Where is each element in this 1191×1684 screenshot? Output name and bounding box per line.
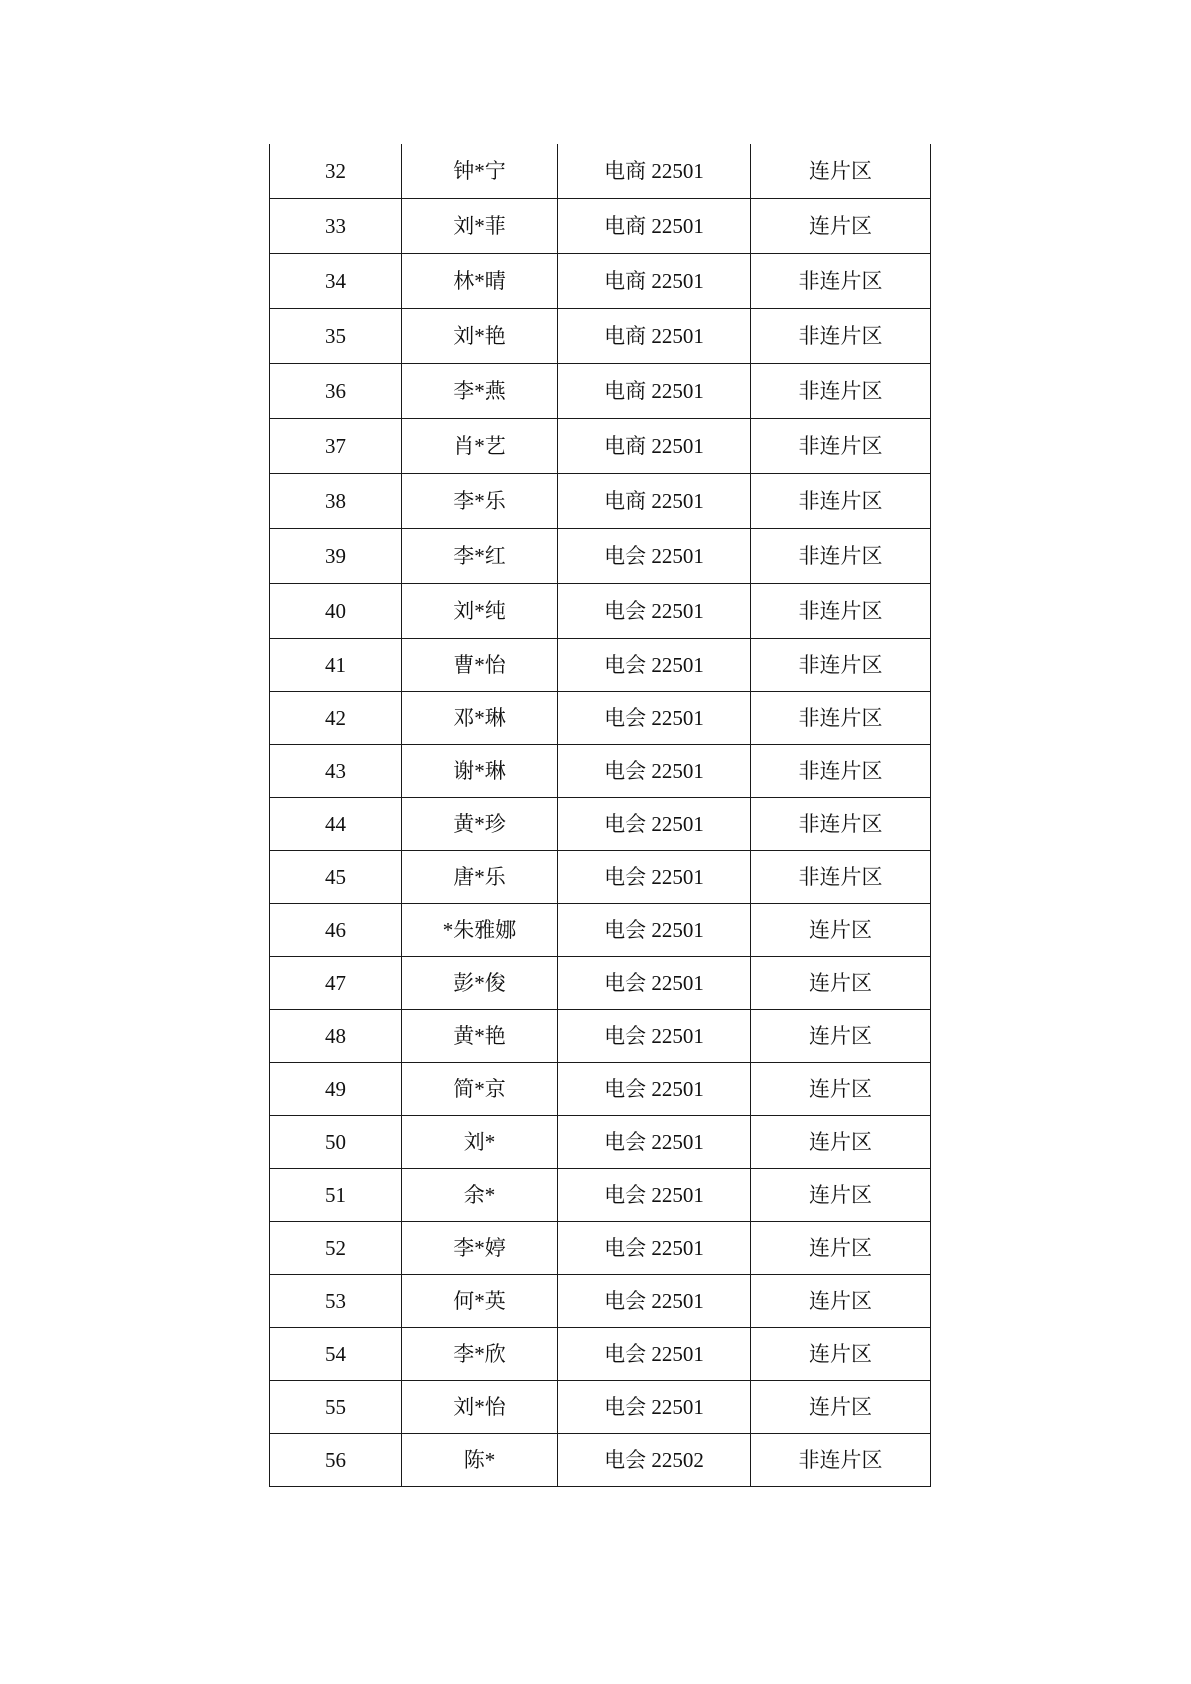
- zone-cell: 非连片区: [751, 474, 931, 529]
- zone-cell: 非连片区: [751, 639, 931, 692]
- row-number-cell: 52: [270, 1222, 402, 1275]
- class-cell: 电会 22501: [558, 1116, 751, 1169]
- student-name-cell: 何*英: [402, 1275, 558, 1328]
- row-number-cell: 48: [270, 1010, 402, 1063]
- table-row: [270, 309, 931, 364]
- class-cell: 电会 22501: [558, 1381, 751, 1434]
- zone-cell: 连片区: [751, 1275, 931, 1328]
- row-number-cell: 40: [270, 584, 402, 639]
- zone-cell: 非连片区: [751, 745, 931, 798]
- class-cell: 电会 22501: [558, 745, 751, 798]
- class-cell: 电会 22501: [558, 798, 751, 851]
- student-name-cell: *朱雅娜: [402, 904, 558, 957]
- table-row: [270, 851, 931, 904]
- zone-cell: 非连片区: [751, 309, 931, 364]
- student-name-cell: 余*: [402, 1169, 558, 1222]
- zone-cell: 连片区: [751, 199, 931, 254]
- table-row: [270, 798, 931, 851]
- zone-cell: 连片区: [751, 957, 931, 1010]
- row-number-cell: 33: [270, 199, 402, 254]
- table-row: [270, 904, 931, 957]
- class-cell: 电会 22501: [558, 904, 751, 957]
- class-cell: 电会 22501: [558, 639, 751, 692]
- row-number-cell: 47: [270, 957, 402, 1010]
- row-number-cell: 43: [270, 745, 402, 798]
- roster-table-body: [270, 144, 931, 1487]
- class-cell: 电会 22501: [558, 1010, 751, 1063]
- class-cell: 电会 22501: [558, 529, 751, 584]
- class-cell: 电会 22501: [558, 1222, 751, 1275]
- zone-cell: 连片区: [751, 1381, 931, 1434]
- student-name-cell: 陈*: [402, 1434, 558, 1487]
- zone-cell: 非连片区: [751, 692, 931, 745]
- zone-cell: 连片区: [751, 1169, 931, 1222]
- zone-cell: 非连片区: [751, 798, 931, 851]
- table-row: [270, 692, 931, 745]
- zone-cell: 非连片区: [751, 1434, 931, 1487]
- table-row: [270, 1381, 931, 1434]
- zone-cell: 非连片区: [751, 529, 931, 584]
- table-row: [270, 529, 931, 584]
- student-name-cell: 李*燕: [402, 364, 558, 419]
- zone-cell: 连片区: [751, 144, 931, 199]
- table-row: [270, 364, 931, 419]
- table-row: [270, 1063, 931, 1116]
- student-name-cell: 刘*菲: [402, 199, 558, 254]
- student-name-cell: 谢*琳: [402, 745, 558, 798]
- zone-cell: 连片区: [751, 1063, 931, 1116]
- table-row: [270, 144, 931, 199]
- table-row: [270, 639, 931, 692]
- class-cell: 电会 22501: [558, 692, 751, 745]
- row-number-cell: 55: [270, 1381, 402, 1434]
- zone-cell: 非连片区: [751, 584, 931, 639]
- table-row: [270, 1275, 931, 1328]
- row-number-cell: 44: [270, 798, 402, 851]
- table-row: [270, 199, 931, 254]
- table-row: [270, 1434, 931, 1487]
- row-number-cell: 53: [270, 1275, 402, 1328]
- student-name-cell: 林*晴: [402, 254, 558, 309]
- student-name-cell: 曹*怡: [402, 639, 558, 692]
- table-row: [270, 745, 931, 798]
- zone-cell: 非连片区: [751, 419, 931, 474]
- row-number-cell: 46: [270, 904, 402, 957]
- class-cell: 电商 22501: [558, 144, 751, 199]
- table-row: [270, 1222, 931, 1275]
- class-cell: 电商 22501: [558, 474, 751, 529]
- table-row: [270, 1010, 931, 1063]
- class-cell: 电商 22501: [558, 199, 751, 254]
- zone-cell: 连片区: [751, 1222, 931, 1275]
- table-row: [270, 1328, 931, 1381]
- zone-cell: 连片区: [751, 1116, 931, 1169]
- row-number-cell: 49: [270, 1063, 402, 1116]
- class-cell: 电会 22501: [558, 851, 751, 904]
- student-name-cell: 刘*怡: [402, 1381, 558, 1434]
- zone-cell: 非连片区: [751, 851, 931, 904]
- student-name-cell: 刘*艳: [402, 309, 558, 364]
- row-number-cell: 51: [270, 1169, 402, 1222]
- student-name-cell: 李*乐: [402, 474, 558, 529]
- class-cell: 电会 22502: [558, 1434, 751, 1487]
- row-number-cell: 50: [270, 1116, 402, 1169]
- table-row: [270, 1169, 931, 1222]
- table-row: [270, 474, 931, 529]
- row-number-cell: 32: [270, 144, 402, 199]
- row-number-cell: 54: [270, 1328, 402, 1381]
- class-cell: 电商 22501: [558, 419, 751, 474]
- student-name-cell: 刘*纯: [402, 584, 558, 639]
- class-cell: 电会 22501: [558, 957, 751, 1010]
- zone-cell: 连片区: [751, 1010, 931, 1063]
- class-cell: 电会 22501: [558, 1328, 751, 1381]
- roster-table: [269, 144, 931, 1487]
- zone-cell: 连片区: [751, 1328, 931, 1381]
- student-name-cell: 唐*乐: [402, 851, 558, 904]
- table-row: [270, 957, 931, 1010]
- row-number-cell: 36: [270, 364, 402, 419]
- student-name-cell: 彭*俊: [402, 957, 558, 1010]
- row-number-cell: 45: [270, 851, 402, 904]
- class-cell: 电会 22501: [558, 1063, 751, 1116]
- class-cell: 电商 22501: [558, 254, 751, 309]
- row-number-cell: 42: [270, 692, 402, 745]
- row-number-cell: 35: [270, 309, 402, 364]
- class-cell: 电会 22501: [558, 584, 751, 639]
- table-row: [270, 419, 931, 474]
- row-number-cell: 39: [270, 529, 402, 584]
- student-name-cell: 刘*: [402, 1116, 558, 1169]
- zone-cell: 非连片区: [751, 364, 931, 419]
- student-name-cell: 黄*艳: [402, 1010, 558, 1063]
- row-number-cell: 34: [270, 254, 402, 309]
- student-name-cell: 李*欣: [402, 1328, 558, 1381]
- table-row: [270, 584, 931, 639]
- row-number-cell: 37: [270, 419, 402, 474]
- student-name-cell: 简*京: [402, 1063, 558, 1116]
- row-number-cell: 41: [270, 639, 402, 692]
- student-name-cell: 钟*宁: [402, 144, 558, 199]
- class-cell: 电会 22501: [558, 1169, 751, 1222]
- row-number-cell: 56: [270, 1434, 402, 1487]
- student-name-cell: 黄*珍: [402, 798, 558, 851]
- zone-cell: 非连片区: [751, 254, 931, 309]
- student-name-cell: 李*红: [402, 529, 558, 584]
- table-row: [270, 1116, 931, 1169]
- row-number-cell: 38: [270, 474, 402, 529]
- class-cell: 电会 22501: [558, 1275, 751, 1328]
- student-name-cell: 邓*琳: [402, 692, 558, 745]
- student-name-cell: 肖*艺: [402, 419, 558, 474]
- class-cell: 电商 22501: [558, 309, 751, 364]
- student-name-cell: 李*婷: [402, 1222, 558, 1275]
- table-row: [270, 254, 931, 309]
- zone-cell: 连片区: [751, 904, 931, 957]
- class-cell: 电商 22501: [558, 364, 751, 419]
